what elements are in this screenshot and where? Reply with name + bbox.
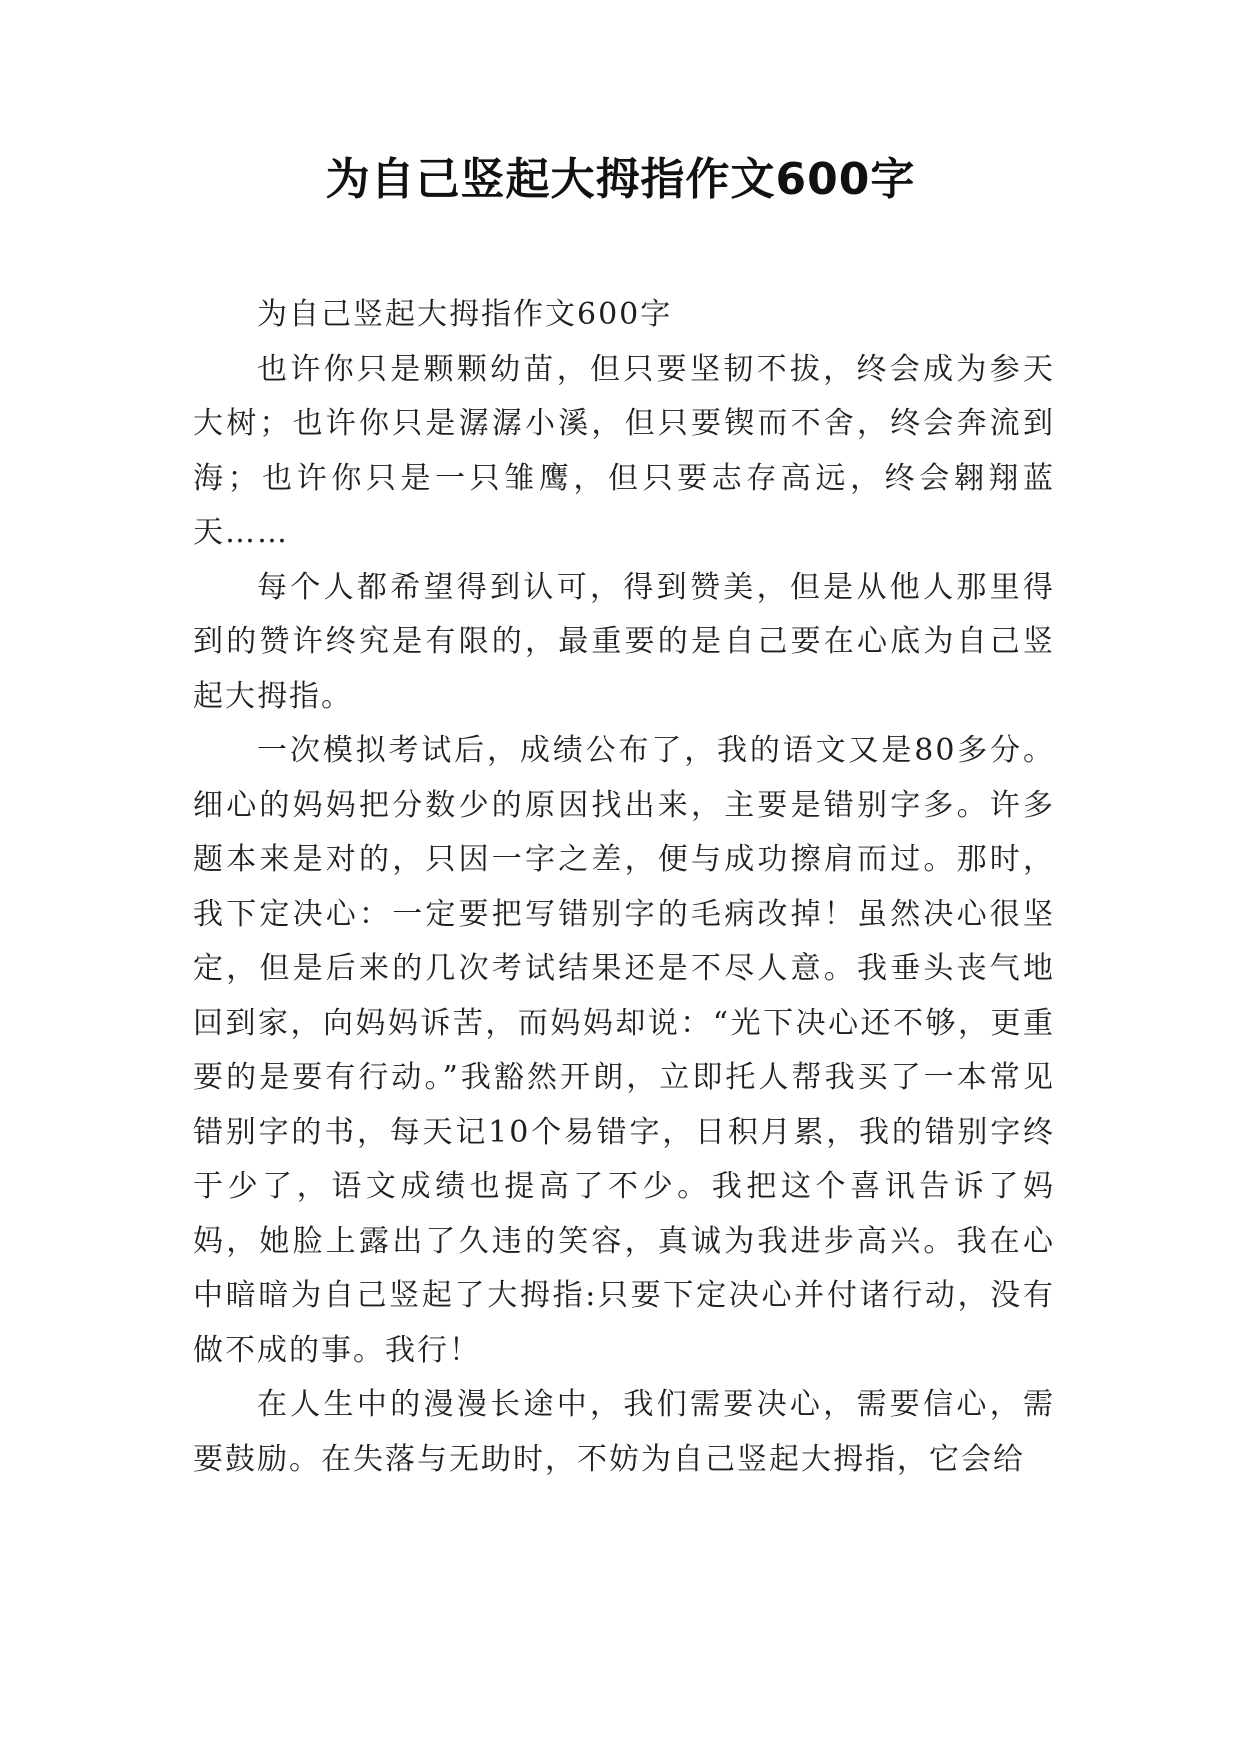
paragraph-thesis: 每个人都希望得到认可，得到赞美，但是从他人那里得到的赞许终究是有限的，最重要的是自己要在心底为自己竖起大拇指。 [193, 569, 1055, 714]
paragraph-story: 一次模拟考试后，成绩公布了，我的语文又是80多分。细心的妈妈把分数少的原因找出来，主要是错别字多。许多题本来是对的，只因一字之差，便与成功擦肩而过。那时，我下定决心：一定要把写错别字的毛病改掉！虽然决心很坚定，但是后来的几次考试结果还是不尽人意。我垂头丧气地回到家，向妈妈诉苦，而妈妈却说：“光下决心还不够，更重要的是要有行动。”我豁然开朗，立即托人帮我买了一本常见错别字的书，每天记10个易错字，日积月累，我的错别字终于少了，语文成绩也提高了不少。我把这个喜讯告诉了妈妈，她脸上露出了久违的笑容，真诚为我进步高兴。我在心中暗暗为自己竖起了大拇指:只要下定决心并付诸行动，没有做不成的事。我行！ [193, 733, 1055, 1368]
document-body [193, 288, 1055, 1487]
paragraph-subtitle: 为自己竖起大拇指作文600字 [257, 297, 673, 332]
paragraph-intro: 也许你只是颗颗幼苗，但只要坚韧不拔，终会成为参天大树；也许你只是潺潺小溪，但只要锲而不舍，终会奔流到海；也许你只是一只雏鹰，但只要志存高远，终会翱翔蓝天…… [193, 351, 1055, 550]
paragraph-conclusion: 在人生中的漫漫长途中，我们需要决心，需要信心，需要鼓励。在失落与无助时，不妨为自己竖起大拇指，它会给 [193, 1387, 1055, 1477]
document-title: 为自己竖起大拇指作文600字 [325, 154, 916, 205]
